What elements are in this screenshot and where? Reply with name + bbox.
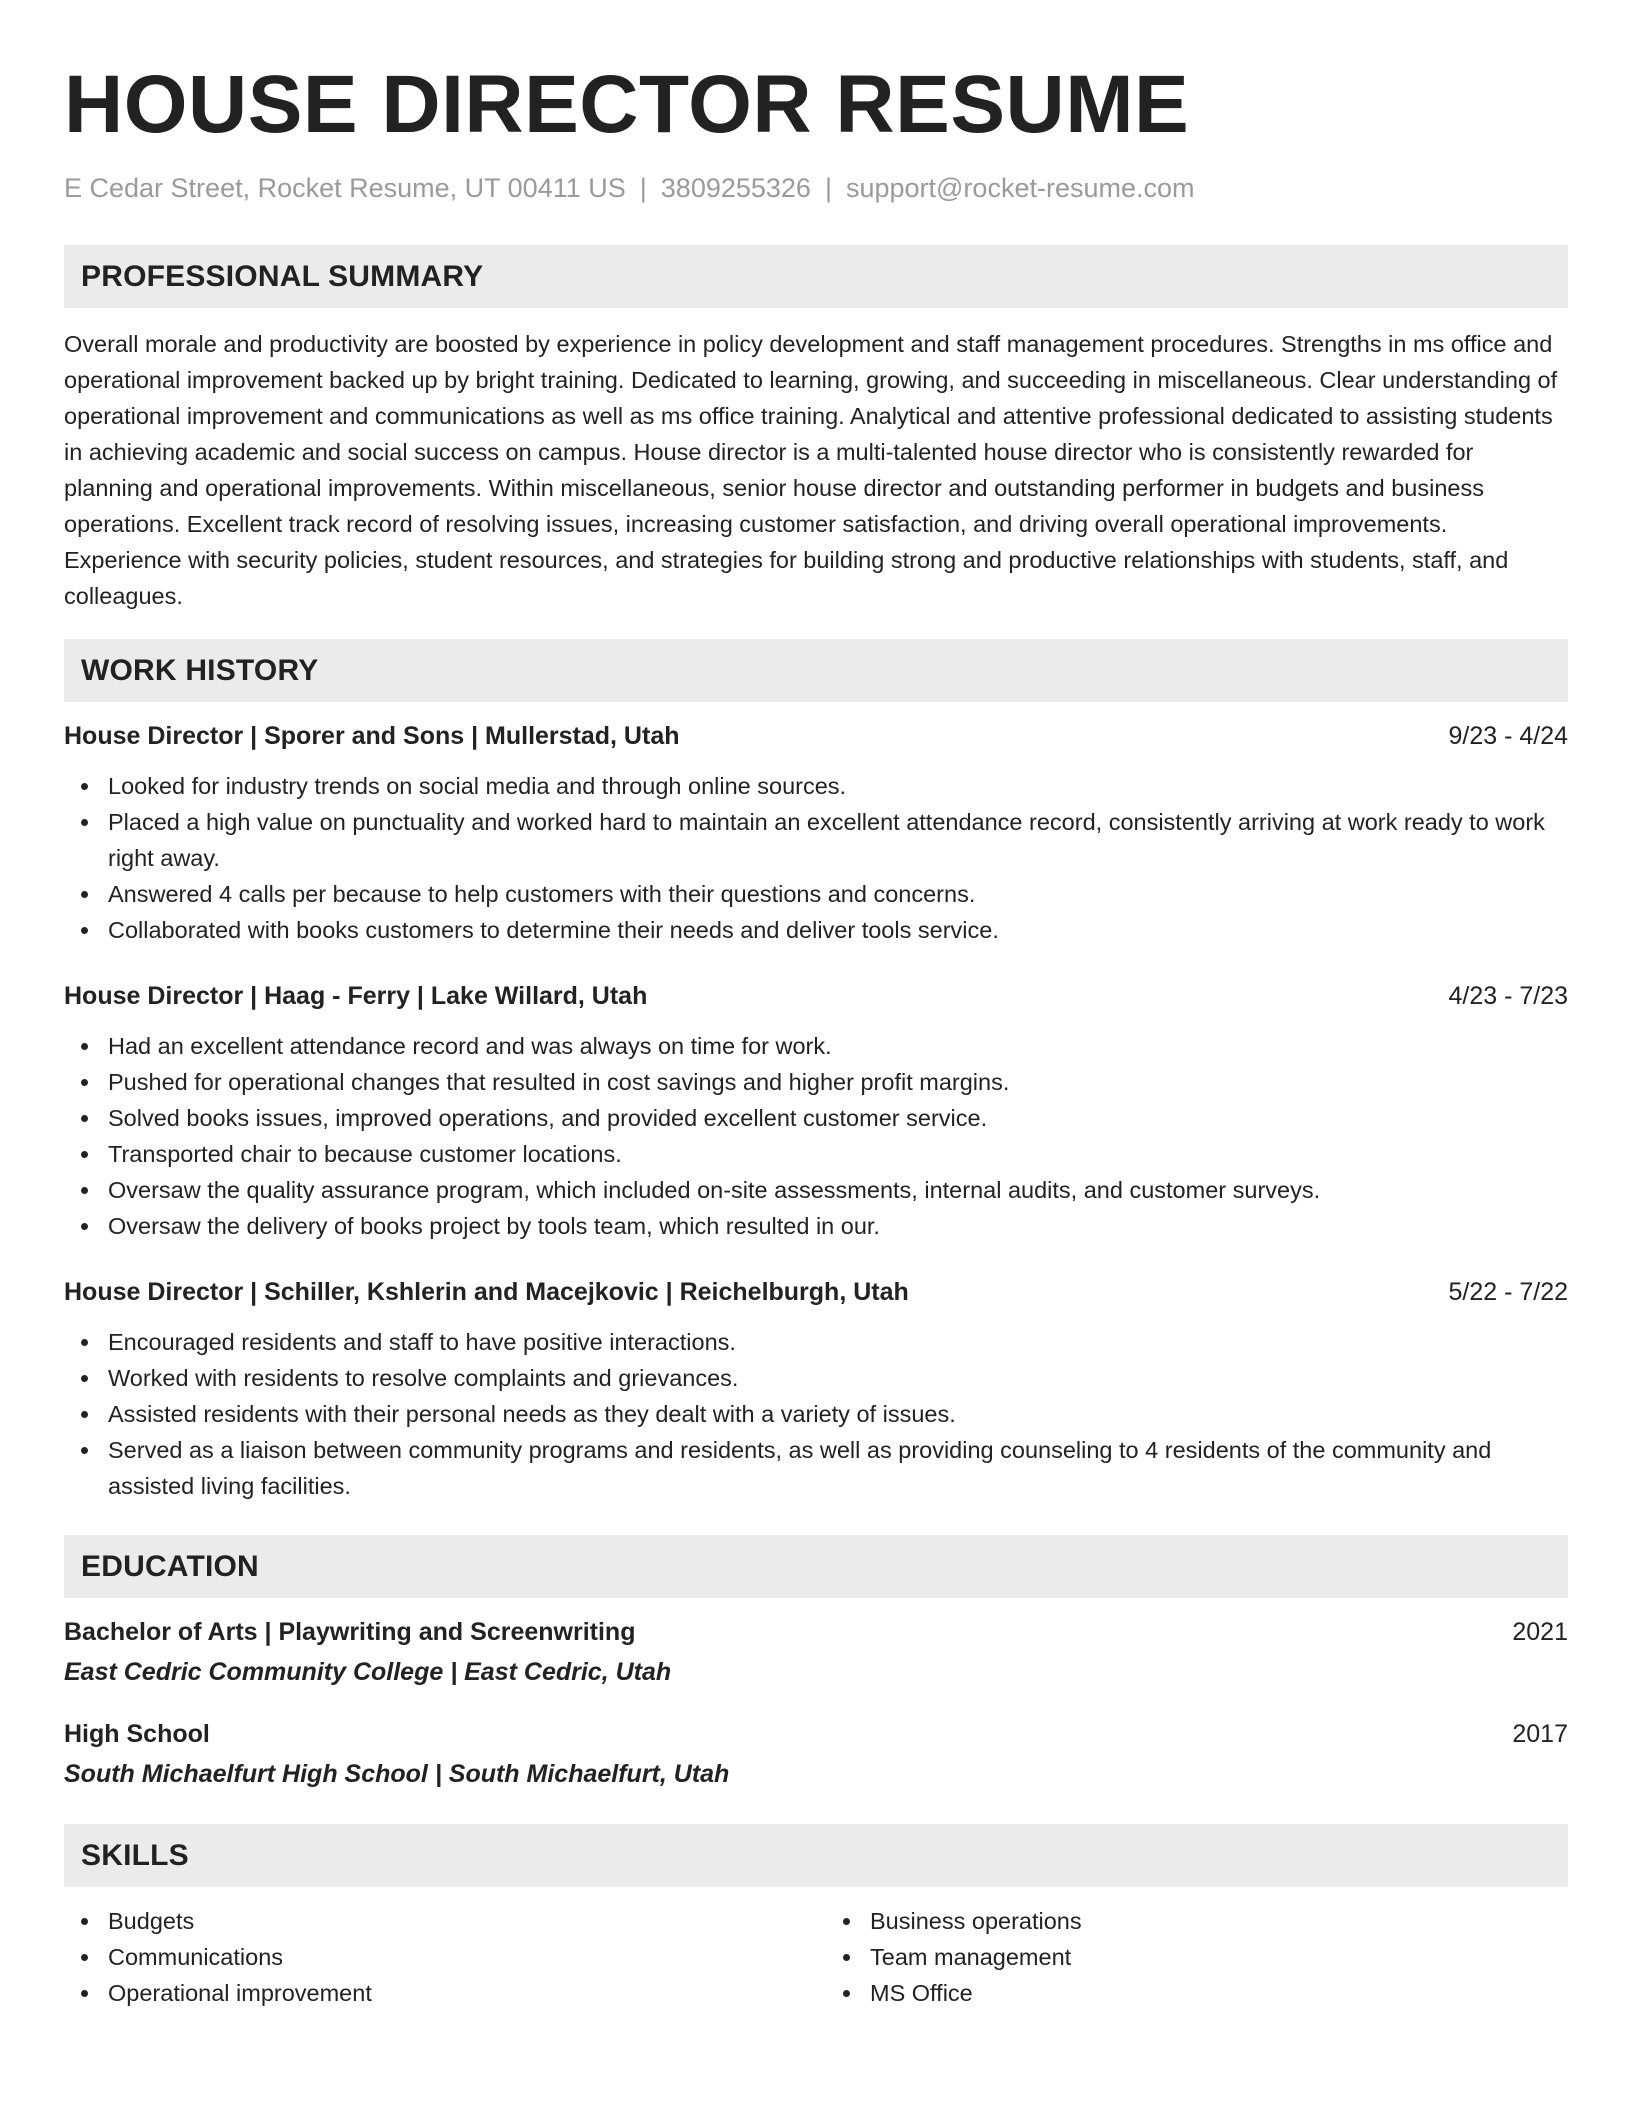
job-bullets — [64, 768, 1568, 948]
education-year: 2021 — [1512, 1618, 1568, 1646]
job-bullet: Oversaw the quality assurance program, which included on-site assessments, internal audits, and customer surveys. — [64, 1172, 1568, 1208]
job-dates: 9/23 - 4/24 — [1448, 722, 1568, 750]
skill-item: Team management — [826, 1939, 1568, 1975]
education-year: 2017 — [1512, 1720, 1568, 1748]
skills-column-right — [816, 1903, 1568, 2011]
job-dates: 4/23 - 7/23 — [1448, 982, 1568, 1010]
contact-separator: | — [639, 173, 647, 203]
job-bullet: Solved books issues, improved operations, and provided excellent customer service. — [64, 1100, 1568, 1136]
skills-section-header — [64, 1824, 1568, 1887]
education-heading: EDUCATION — [81, 1549, 259, 1583]
skills-column-left — [64, 1903, 816, 2011]
contact-line — [64, 172, 1568, 204]
job-header — [64, 1276, 1568, 1308]
job-bullet: Answered 4 calls per because to help customers with their questions and concerns. — [64, 876, 1568, 912]
job-header — [64, 720, 1568, 752]
job-entry — [64, 1276, 1568, 1504]
job-bullet: Placed a high value on punctuality and worked hard to maintain an excellent attendance record, consistently arriving at work ready to work right away. — [64, 804, 1568, 876]
job-bullets — [64, 1324, 1568, 1504]
job-bullet: Had an excellent attendance record and was always on time for work. — [64, 1028, 1568, 1064]
skill-item: Budgets — [64, 1903, 816, 1939]
education-entry — [64, 1718, 1568, 1790]
job-bullet: Encouraged residents and staff to have positive interactions. — [64, 1324, 1568, 1360]
education-section-header — [64, 1535, 1568, 1598]
education-degree: High School — [64, 1720, 210, 1748]
job-entry — [64, 720, 1568, 948]
education-entry — [64, 1616, 1568, 1688]
skill-item: MS Office — [826, 1975, 1568, 2011]
resume-title: HOUSE DIRECTOR RESUME — [64, 59, 1190, 150]
job-bullet: Served as a liaison between community programs and residents, as well as providing counseling to 4 residents of the community and assisted living facilities. — [64, 1432, 1568, 1504]
education-school: South Michaelfurt High School | South Michaelfurt, Utah — [64, 1760, 730, 1788]
job-title: House Director | Schiller, Kshlerin and Macejkovic | Reichelburgh, Utah — [64, 1278, 909, 1306]
contact-email: support@rocket-resume.com — [845, 173, 1195, 203]
job-entry — [64, 980, 1568, 1244]
job-bullet: Assisted residents with their personal needs as they dealt with a variety of issues. — [64, 1396, 1568, 1432]
education-degree: Bachelor of Arts | Playwriting and Screenwriting — [64, 1618, 636, 1646]
contact-phone: 3809255326 — [660, 173, 811, 203]
job-bullet: Oversaw the delivery of books project by tools team, which resulted in our. — [64, 1208, 1568, 1244]
summary-heading: PROFESSIONAL SUMMARY — [81, 259, 484, 293]
job-bullet: Collaborated with books customers to determine their needs and deliver tools service. — [64, 912, 1568, 948]
job-bullets — [64, 1028, 1568, 1244]
contact-separator: | — [824, 173, 832, 203]
job-bullet: Worked with residents to resolve complaints and grievances. — [64, 1360, 1568, 1396]
education-header — [64, 1718, 1568, 1750]
skill-item: Operational improvement — [64, 1975, 816, 2011]
work-section-header — [64, 639, 1568, 702]
skill-item: Business operations — [826, 1903, 1568, 1939]
job-title: House Director | Haag - Ferry | Lake Willard, Utah — [64, 982, 648, 1010]
work-heading: WORK HISTORY — [81, 653, 319, 687]
contact-address: E Cedar Street, Rocket Resume, UT 00411 US — [64, 173, 626, 203]
job-dates: 5/22 - 7/22 — [1448, 1278, 1568, 1306]
job-bullet: Pushed for operational changes that resulted in cost savings and higher profit margins. — [64, 1064, 1568, 1100]
skills-list — [64, 1903, 1568, 2011]
job-bullet: Transported chair to because customer locations. — [64, 1136, 1568, 1172]
education-header — [64, 1616, 1568, 1648]
skill-item: Communications — [64, 1939, 816, 1975]
job-header — [64, 980, 1568, 1012]
skills-heading: SKILLS — [81, 1838, 189, 1872]
summary-text: Overall morale and productivity are boosted by experience in policy development and staff management procedures. Strengths in ms office and operational improvement backed up by bright training. Dedicated to learning, growing, and succeeding in miscellaneous. Clear understanding of operational improvement and communications as well as ms office training. Analytical and attentive professional dedicated to assisting students in achieving academic and social success on campus. House director is a multi-talented house director who is consistently rewarded for planning and operational improvements. Within miscellaneous, senior house director and outstanding performer in budgets and business operations. Excellent track record of resolving issues, increasing customer satisfaction, and driving overall operational improvements. Experience with security policies, student resources, and strategies for building strong and productive relationships with students, staff, and colleagues. — [64, 331, 1558, 609]
job-bullet: Looked for industry trends on social media and through online sources. — [64, 768, 1568, 804]
summary-section-header — [64, 245, 1568, 308]
education-school: East Cedric Community College | East Cedric, Utah — [64, 1658, 672, 1686]
job-title: House Director | Sporer and Sons | Mullerstad, Utah — [64, 722, 680, 750]
